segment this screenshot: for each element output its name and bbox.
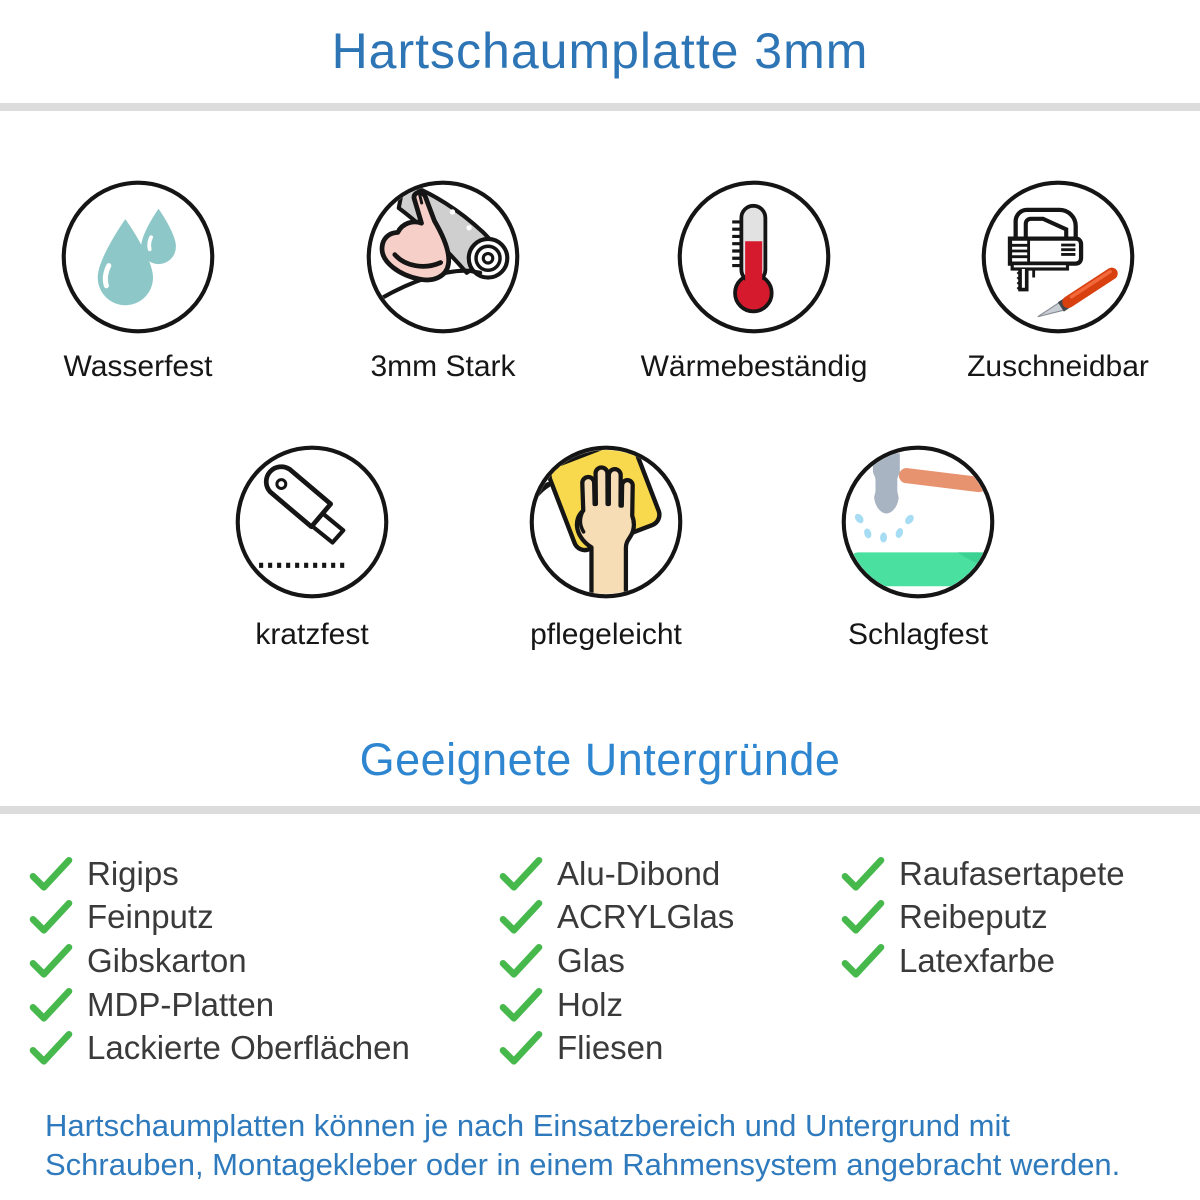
- hand-cloth-icon: [527, 443, 685, 601]
- checkmark-icon: [498, 899, 544, 935]
- feature-kratzfest: [172, 443, 452, 652]
- substrate-label: Raufasertapete: [899, 854, 1125, 892]
- list-item: [498, 939, 734, 983]
- list-item: [498, 1026, 734, 1070]
- section-title-untergruende: Geeignete Untergründe: [359, 734, 841, 785]
- substrate-label: MDP-Platten: [87, 985, 275, 1023]
- list-item: [840, 939, 1125, 983]
- list-item: [498, 896, 734, 940]
- substrate-label: Reibeputz: [899, 898, 1048, 936]
- water-drops-icon: [59, 178, 217, 336]
- list-item: [498, 983, 734, 1027]
- feature-label: Schlagfest: [847, 618, 989, 651]
- hammer-icon: [839, 443, 997, 601]
- list-item: [498, 852, 734, 896]
- list-item: [28, 939, 410, 983]
- substrate-label: Latexfarbe: [899, 941, 1055, 979]
- checkmark-icon: [28, 943, 74, 979]
- substrates-column-3: [840, 852, 1125, 983]
- feature-3mm-stark: [303, 178, 583, 384]
- substrates-column-2: [498, 852, 734, 1070]
- substrate-label: ACRYLGlas: [557, 898, 735, 936]
- mounting-note-line: Hartschaumplatten können je nach Einsatzbereich und Untergrund mit: [45, 1108, 1010, 1143]
- list-item: [840, 852, 1125, 896]
- checkmark-icon: [840, 856, 886, 892]
- divider-middle: [0, 806, 1200, 814]
- list-item: [840, 896, 1125, 940]
- checkmark-icon: [28, 987, 74, 1023]
- utility-knife-icon: [233, 443, 391, 601]
- muscle-arm-icon: [364, 178, 522, 336]
- substrate-label: Feinputz: [87, 898, 214, 936]
- substrate-label: Holz: [557, 985, 624, 1023]
- substrate-label: Fliesen: [557, 1029, 664, 1067]
- list-item: [28, 896, 410, 940]
- page-title: Hartschaumplatte 3mm: [331, 23, 869, 79]
- checkmark-icon: [498, 1030, 544, 1066]
- feature-label: Wärmebeständig: [640, 350, 868, 383]
- mounting-note-line: Schrauben, Montagekleber oder in einem Rahmensystem angebracht werden.: [45, 1147, 1121, 1182]
- feature-waermebestaendig: [614, 178, 894, 384]
- checkmark-icon: [28, 1030, 74, 1066]
- jigsaw-knife-icon: [979, 178, 1137, 336]
- substrate-label: Glas: [557, 941, 625, 979]
- checkmark-icon: [28, 899, 74, 935]
- feature-schlagfest: [778, 443, 1058, 652]
- feature-zuschneidbar: [918, 178, 1198, 384]
- substrates-column-1: [28, 852, 410, 1070]
- checkmark-icon: [498, 856, 544, 892]
- feature-pflegeleicht: [466, 443, 746, 652]
- substrate-label: Rigips: [87, 854, 179, 892]
- checkmark-icon: [840, 943, 886, 979]
- checkmark-icon: [840, 899, 886, 935]
- feature-label: 3mm Stark: [370, 350, 516, 383]
- mounting-note: [45, 1106, 1120, 1184]
- checkmark-icon: [498, 987, 544, 1023]
- list-item: [28, 852, 410, 896]
- feature-wasserfest: [0, 178, 278, 384]
- substrate-label: Alu-Dibond: [557, 854, 721, 892]
- feature-label: Wasserfest: [63, 350, 213, 383]
- thermometer-icon: [675, 178, 833, 336]
- list-item: [28, 983, 410, 1027]
- substrate-label: Lackierte Oberflächen: [87, 1029, 410, 1067]
- feature-label: pflegeleicht: [530, 618, 682, 651]
- substrate-label: Gibskarton: [87, 941, 247, 979]
- divider-top: [0, 103, 1200, 111]
- feature-label: Zuschneidbar: [967, 350, 1149, 383]
- checkmark-icon: [28, 856, 74, 892]
- list-item: [28, 1026, 410, 1070]
- checkmark-icon: [498, 943, 544, 979]
- feature-label: kratzfest: [255, 618, 369, 651]
